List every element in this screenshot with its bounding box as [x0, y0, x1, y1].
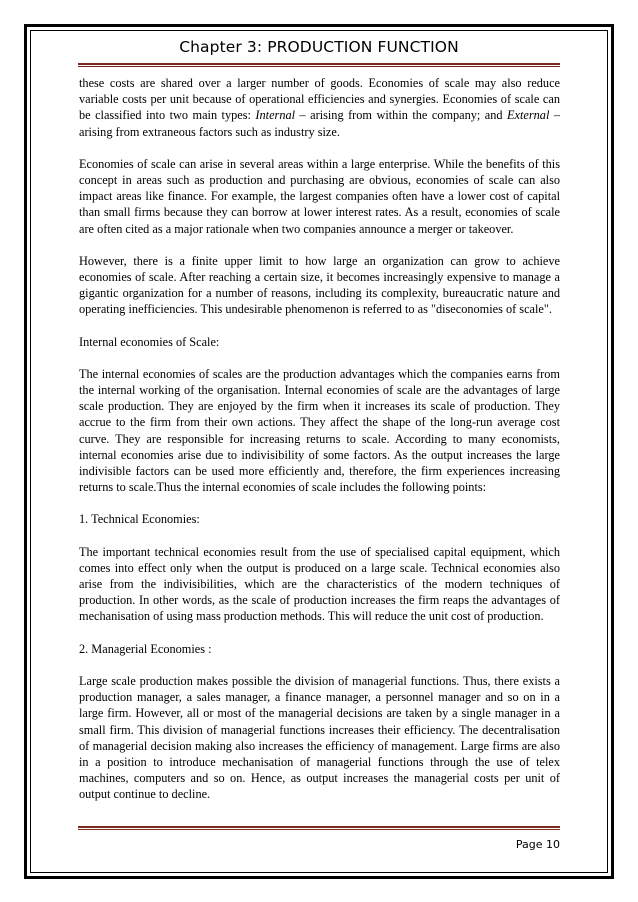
paragraph-text: – arising from extraneous factors such as industry size.: [79, 108, 560, 139]
header-rule: [78, 63, 560, 67]
paragraph-managerial-economies: Large scale production makes possible the division of managerial functions. Thus, there exists a production manager, a sales manager, a finance manager, a personnel manager and so on in a large firm. However, all or most of the managerial decisions are taken by a single manager in a small firm. This division of managerial functions increases their efficiency. The decentralisation of managerial decision making also increases the efficiency of management. Large firms are also in a position to introduce mechanisation of managerial functions through the use of telex machines, computers and so on. Hence, as output increases the managerial costs per unit of output continue to decline.: [79, 673, 560, 802]
paragraph-diseconomies: However, there is a finite upper limit to how large an organization can grow to achieve economies of scale. After reaching a certain size, it becomes increasingly expensive to manage a gigantic organization for a number of reasons, including its complexity, bureaucratic nature and operating inefficiencies. This undesirable phenomenon is referred to as "diseconomies of scale".: [79, 253, 560, 317]
paragraph-enterprise-areas: Economies of scale can arise in several areas within a large enterprise. While the benefits of this concept in areas such as production and purchasing are obvious, economies of scale can also impact areas like finance. For example, the largest companies often have a lower cost of capital than small firms because they can borrow at lower interest rates. As a result, economies of scale are often cited as a major rationale when two companies announce a merger or takeover.: [79, 156, 560, 236]
term-external: External: [507, 108, 550, 123]
heading-internal-economies: Internal economies of Scale:: [79, 334, 220, 349]
term-internal: Internal: [255, 108, 296, 123]
footer-rule: [78, 826, 560, 830]
paragraph-technical-economies: The important technical economies result from the use of specialised capital equipment, which comes into effect only when the output is produced on a large scale. Technical economies also arise from the indivisibilities, which are the characteristics of the modern techniques of production. In other words, as the scale of production increases the firm reaps the advantages of mechanisation of using mass production methods. This will reduce the unit cost of production.: [79, 544, 560, 624]
page-number: Page 10: [515, 838, 560, 851]
paragraph-text: these costs are shared over a larger number of goods. Economies of scale may also reduce variable costs per unit because of operational efficiencies and synergies. Economies of scale can be classified into two main types:: [79, 76, 560, 123]
heading-technical-economies: 1. Technical Economies:: [79, 512, 200, 527]
paragraph-internal-economies: The internal economies of scales are the production advantages which the companies earns from the internal working of the organisation. Internal economies of scale are the advantages of large scale production. They are enjoyed by the firm when it increases its scale of production. They accrue to the firm from their own actions. They affect the shape of the long-run average cost curve. They are responsible for increasing returns to scale. According to many economists, internal economies arise due to indivisibility of some factors. As the output increases the large indivisible factors can be used more efficiently and, therefore, the firm experiences increasing returns to scale.Thus the internal economies of scale includes the following points:: [79, 366, 560, 495]
chapter-title: Chapter 3: PRODUCTION FUNCTION: [179, 38, 459, 56]
paragraph-text: – arising from within the company; and: [295, 108, 508, 123]
heading-managerial-economies: 2. Managerial Economies :: [79, 641, 212, 656]
document-body: [79, 75, 560, 819]
paragraph-scale-types: [79, 75, 560, 140]
